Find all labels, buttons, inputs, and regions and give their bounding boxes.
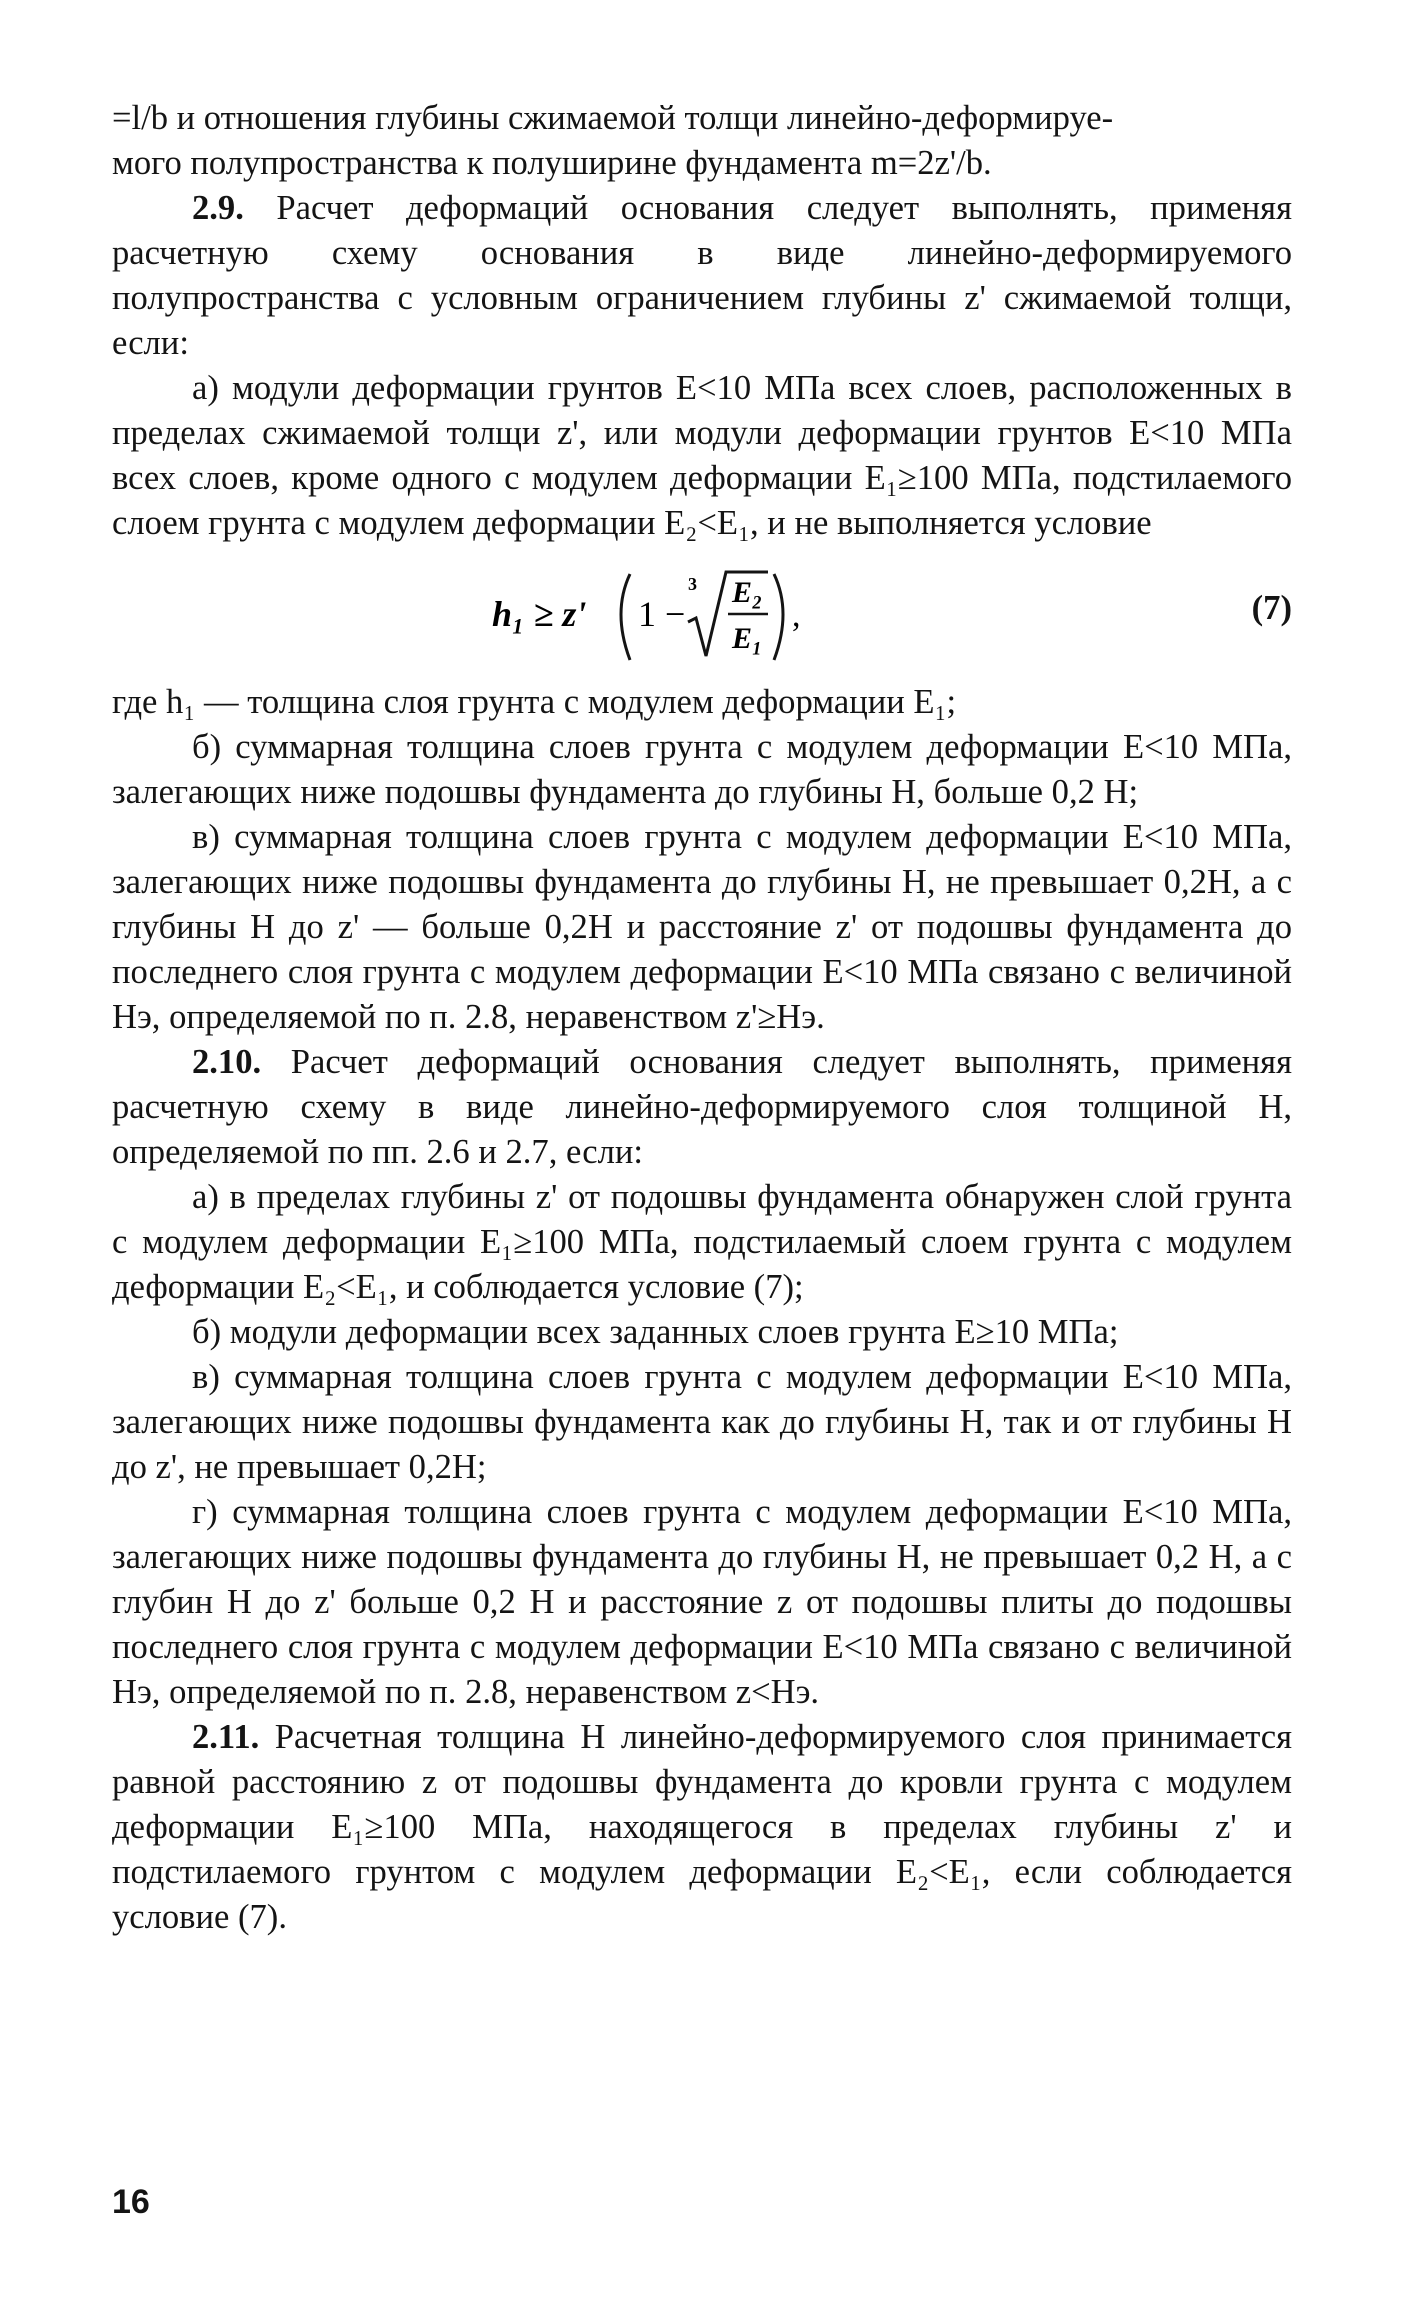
section-2-10-text: Расчет деформаций основания следует выполнять, применяя расчетную схему в виде линейно-деформируемого слоя толщиной H, определяемой по пп. 2.6 и 2.7, если: [112, 1043, 1292, 1171]
section-2-9-a: а) модули деформации грунтов E<10 МПа всех слоев, расположенных в пределах сжимаемой толщи z', или модули деформации грунтов E<10 МПа всех слоев, кроме одного с модулем деформации E₁≥100 МПа, подстилаемого слоем грунта с модулем деформации E₂<E₁, и не выполняется условие [112, 369, 1292, 542]
formula-7 [112, 552, 1292, 672]
section-2-9-number: 2.9. [192, 189, 244, 227]
where-h1-line: где h₁ — толщина слоя грунта с модулем деформации E₁; [112, 683, 957, 721]
intro-line-1: =l/b и отношения глубины сжимаемой толщи линейно-деформируе- [112, 99, 1114, 137]
section-2-9 [112, 186, 1292, 366]
formula-graphic [492, 552, 1092, 672]
section-2-10-b: б) модули деформации всех заданных слоев грунта E≥10 МПа; [192, 1313, 1119, 1351]
section-2-11-text: Расчетная толщина H линейно-деформируемого слоя принимается равной расстоянию z от подошвы фундамента до кровли грунта с модулем деформации E₁≥100 МПа, находящегося в пределах глубины z' и подстилаемого грунтом с модулем деформации E₂<E₁, если соблюдается условие (7). [112, 1718, 1292, 1936]
section-2-11 [112, 1715, 1292, 1940]
document-page [112, 96, 1292, 1940]
fraction-numerator: E₂ [732, 576, 763, 609]
section-2-9-b: б) суммарная толщина слоев грунта с модулем деформации E<10 МПа, залегающих ниже подошвы фундамента до глубины H, больше 0,2 Н; [112, 728, 1292, 811]
left-paren [621, 574, 630, 660]
section-2-10-d: г) суммарная толщина слоев грунта с модулем деформации E<10 МПа, залегающих ниже подошвы фундамента до глубины H, не превышает 0,2 H, а с глубин H до z' больше 0,2 H и расстояние z от подошвы плиты до подошвы последнего слоя грунта с модулем деформации E<10 МПа связано с величиной Hэ, определяемой по п. 2.8, неравенством z<Hэ. [112, 1493, 1292, 1711]
root-index: 3 [688, 574, 697, 594]
page-number: 16 [112, 2183, 150, 2221]
section-2-9-c: в) суммарная толщина слоев грунта с модулем деформации E<10 МПа, залегающих ниже подошвы фундамента до глубины H, не превышает 0,2Н, а с глубины H до z' — больше 0,2Н и расстояние z' от подошвы фундамента до последнего слоя грунта с модулем деформации E<10 МПа связано с величиной Hэ, определяемой по п. 2.8, неравенством z'≥Hэ. [112, 818, 1292, 1036]
right-paren [774, 574, 783, 660]
fraction-denominator: E₁ [732, 622, 763, 655]
section-2-11-number: 2.11. [192, 1718, 260, 1756]
intro-line-2: мого полупространства к полуширине фундамента m=2z'/b. [112, 144, 992, 182]
formula-lhs: h₁ ≥ z' [492, 594, 587, 634]
formula-one-minus: 1 − [638, 594, 686, 634]
equation-number: (7) [1251, 589, 1292, 627]
section-2-9-text: Расчет деформаций основания следует выполнять, применяя расчетную схему основания в виде линейно-деформируемого полупространства с условным ограничением глубины z' сжимаемой толщи, если: [112, 189, 1292, 362]
section-2-10-a: а) в пределах глубины z' от подошвы фундамента обнаружен слой грунта с модулем деформации E₁≥100 МПа, подстилаемый слоем грунта с модулем деформации E₂<E₁, и соблюдается условие (7); [112, 1178, 1292, 1306]
section-2-10 [112, 1040, 1292, 1175]
section-2-10-c: в) суммарная толщина слоев грунта с модулем деформации E<10 МПа, залегающих ниже подошвы фундамента как до глубины H, так и от глубины H до z', не превышает 0,2Н; [112, 1358, 1292, 1486]
section-2-10-number: 2.10. [192, 1043, 262, 1081]
formula-trailing: , [792, 597, 801, 634]
